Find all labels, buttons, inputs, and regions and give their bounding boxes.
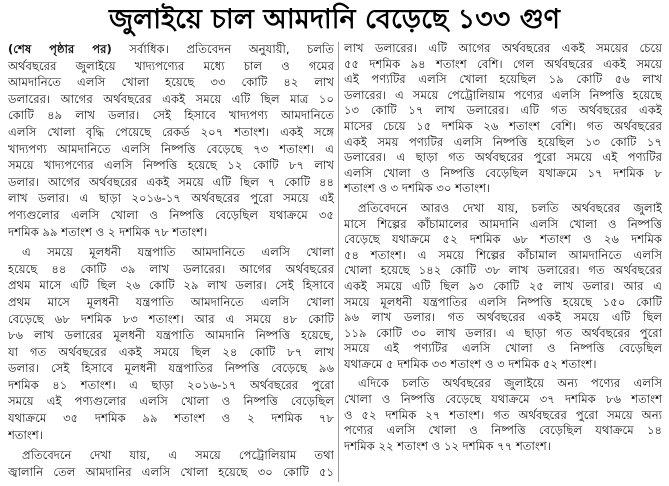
text-line: দশমিক ২২ শতাংশ ও ১২ দশমিক ৭৭ শতাংশ।	[344, 438, 551, 453]
text-line: একই সময়ে এটি ছিল ৯৩ কোটি ২৫ লাখ ডলার। আর এ	[344, 278, 662, 293]
text-line: ডলার। সেই হিসাবে মূলধনী যন্ত্রপাতির নিষ্পত্তি বেড়েছে ৯৬	[8, 361, 334, 376]
paragraph	[8, 41, 334, 240]
text-line: ১১৯ কোটি ৩০ লাখ ডলার। এ ছাড়া গত অর্থবছরের পুরো	[344, 325, 662, 340]
text-line: কোটি ৪৯ লাখ ডলার। সেই হিসাবে খাদ্যপণ্য আমদানিতে	[8, 108, 334, 123]
text-line: ও ৫২ দশমিক ২৭ শতাংশ। গত অর্থবছরের পুরো সময়ে অন্য	[344, 407, 662, 422]
text-line: এলসি খোলা বৃদ্ধি পেয়েছে রেকর্ড ২০৭ শতাংশ। একই সঙ্গে	[8, 124, 334, 139]
paragraph	[344, 376, 662, 454]
text-line: এ সময়ে মূলধনী যন্ত্রপাতি আমদানিতে এলসি খোলা	[22, 245, 334, 260]
text-line: বেড়েছে যথাক্রমে ৫২ দশমিক ৬৮ শতাংশ ও ২৬ দশমিক	[344, 232, 662, 247]
headline: জুলাইয়ে চাল আমদানি বেড়েছে ১৩৩ গুণ	[109, 4, 560, 35]
text-line: আমদানিতে এলসি খোলা হয়েছে ৩৩ কোটি ৪২ লাখ	[8, 75, 334, 90]
text-line	[8, 41, 334, 58]
paragraph	[344, 41, 662, 197]
text-line: ৮৬ লাখ ডলারের মূলধনী যন্ত্রপাতি আমদানি নিষ্পত্তি হয়েছে,	[8, 328, 334, 343]
text-line: ডলার। আগের অর্থবছরের একই সময়ে এটি ছিল ৭ কোটি ৪৪	[8, 174, 334, 189]
text-line: শতাংশ।	[8, 427, 43, 442]
text-line: পণ্যের এলসি খোলা ও নিষ্পত্তি বেড়েছিল যথাক্রমে ১৪	[344, 423, 662, 438]
text-line: দশমিক ৪১ শতাংশ। এ ছাড়া ২০১৬-১৭ অর্থবছরের পুরো	[8, 377, 334, 392]
text-line: একই সময় পণ্যটির এলসি নিষ্পত্তি হয়েছিল ১৩ কোটি ১৭	[344, 134, 662, 149]
text-line: ডলারের। আগের অর্থবছরের একই সময়ে এটি ছিল মাত্র ১০	[8, 91, 334, 106]
text-line: ডলারের। এ ছাড়া গত অর্থবছরের পুরো সময়ে এই পণ্যটির	[344, 150, 662, 165]
text-line: লাখ ডলারের। এটি আগের অর্থবছরের একই সময়ের চেয়ে	[344, 41, 662, 55]
text-line: খোলা ও নিষ্পত্তি বেড়েছে যথাক্রমে ৩৭ দশমিক ৮৬ শতাংশ	[344, 392, 662, 407]
text-line: ৫৪ শতাংশ। এ সময়ে শিল্পের কাঁচামাল আমদানিতে এলসি	[344, 247, 662, 262]
text-line: এলসি খোলা ও নিষ্পত্তি বেড়েছিল যথাক্রমে ১৭ দশমিক ৮	[344, 165, 662, 180]
text-line: প্রথম মাসে এটি ছিল ২৬ কোটি ২৯ লাখ ডলার। সেই হিসাবে	[8, 278, 334, 293]
paragraph	[8, 447, 334, 480]
text-line: ডলারের। এ সময়ে পেট্রোলিয়াম পণ্যের এলসি নিষ্পত্তি হয়েছে	[344, 87, 662, 102]
text-line: প্রথম মাসে মূলধনী যন্ত্রপাতি আমদানিতে এলসি খোলা	[8, 294, 334, 309]
line-text: সর্বাধিক। প্রতিবেদন অনুযায়ী, চলতি	[111, 42, 334, 56]
text-line: মাসের চেয়ে ১৫ দশমিক ২৬ শতাংশ বেশি। গত অর্থবছরের	[344, 118, 662, 133]
text-line: সময়ে মূলধনী যন্ত্রপাতির এলসি নিষ্পত্তি হয়েছে ১৫০ কোটি	[344, 294, 662, 309]
column-divider	[338, 42, 339, 482]
text-line: প্রতিবেদনে দেখা যায়, এ সময়ে পেট্রোলিয়াম তথা	[22, 448, 334, 463]
text-line: এদিকে চলতি অর্থবছরের জুলাইয়ে অন্য পণ্যের এলসি	[358, 376, 662, 391]
text-line: দশমিক ৯৯ শতাংশ ও ২ দশমিক ৭৮ শতাংশ।	[8, 224, 208, 239]
text-line: প্রতিবেদনে আরও দেখা যায়, চলতি অর্থবছরের জুলাই	[358, 200, 662, 215]
paragraph	[344, 201, 662, 373]
text-line: খোলা হয়েছে ১৪২ কোটি ৩৮ লাখ ডলারের। গত অর্থবছরের	[344, 263, 662, 278]
text-line: যথাক্রমে ৩৫ দশমিক ৯৯ শতাংশ ও ২ দশমিক ৭৮	[8, 411, 334, 426]
right-column	[344, 41, 662, 484]
text-line: বেড়েছে ৬৮ দশমিক ৮৩ শতাংশ। আর এ সময়ে ৪৮ কোটি	[8, 311, 334, 326]
text-line: হয়েছে ৪৪ কোটি ৩৯ লাখ ডলারের। আগের অর্থবছরের	[8, 261, 334, 276]
text-line: অর্থবছরের জুলাইয়ে খাদ্যপণ্যের মধ্যে চাল ও গমের	[8, 58, 334, 73]
text-line: সময়ে এই পণ্যগুলোর এলসি খোলা ও নিষ্পত্তি বেড়েছিল	[8, 394, 334, 409]
text-line: যথাক্রমে ৫ দশমিক ৩৩ শতাংশ ও ৩ দশমিক ৫২ শতাংশ।	[344, 356, 597, 371]
text-line: যা গত অর্থবছরের একই সময়ে ছিল ২৪ কোটি ৮৭ লাখ	[8, 344, 334, 359]
text-line: ১৩ কোটি ১৭ লাখ ডলারের। এটি গত অর্থবছরের একই	[344, 103, 662, 118]
text-line: জ্বালানি তেল আমদানির এলসি খোলা হয়েছে ৩০ কোটি ৫১	[8, 464, 334, 479]
left-column	[8, 41, 334, 484]
continued-from-label: (শেষ পৃষ্ঠার পর)	[8, 42, 112, 56]
text-line: পণ্যগুলোর এলসি খোলা ও নিষ্পত্তি বেড়েছিল যথাক্রমে ৩৫	[8, 207, 334, 222]
text-line: এই পণ্যটির এলসি খোলা হয়েছিল ১৯ কোটি ৫৬ লাখ	[344, 72, 662, 87]
text-line: মাসে শিল্পের কাঁচামালের আমদানি এলসি খোলা ও নিষ্পত্তি	[344, 216, 662, 231]
text-line: ৯৬ লাখ ডলার। গত অর্থবছরের একই সময়ে এটি ছিল	[344, 310, 662, 325]
text-line: লাখ ডলার। এ ছাড়া ২০১৬-১৭ অর্থবছরের পুরো সময়ে এই	[8, 191, 334, 206]
text-line: সময়ে এই পণ্যটির এলসি খোলা ও নিষ্পত্তি বেড়েছিল	[344, 341, 662, 356]
text-line: ৫৫ দশমিক ৯৪ শতাংশ বেশি। গেল অর্থবছরের একই সময়ে	[344, 56, 662, 71]
text-line: শতাংশ ও ৩ দশমিক ৩০ শতাংশ।	[344, 181, 491, 196]
text-line: খাদ্যপণ্য আমদানিতে এলসি নিষ্পত্তি বেড়েছে ৭৩ শতাংশ। এ	[8, 141, 334, 156]
paragraph	[8, 244, 334, 443]
text-line: সময়ে খাদ্যপণ্যের এলসি নিষ্পত্তি হয়েছে ১২ কোটি ৮৭ লাখ	[8, 158, 334, 173]
